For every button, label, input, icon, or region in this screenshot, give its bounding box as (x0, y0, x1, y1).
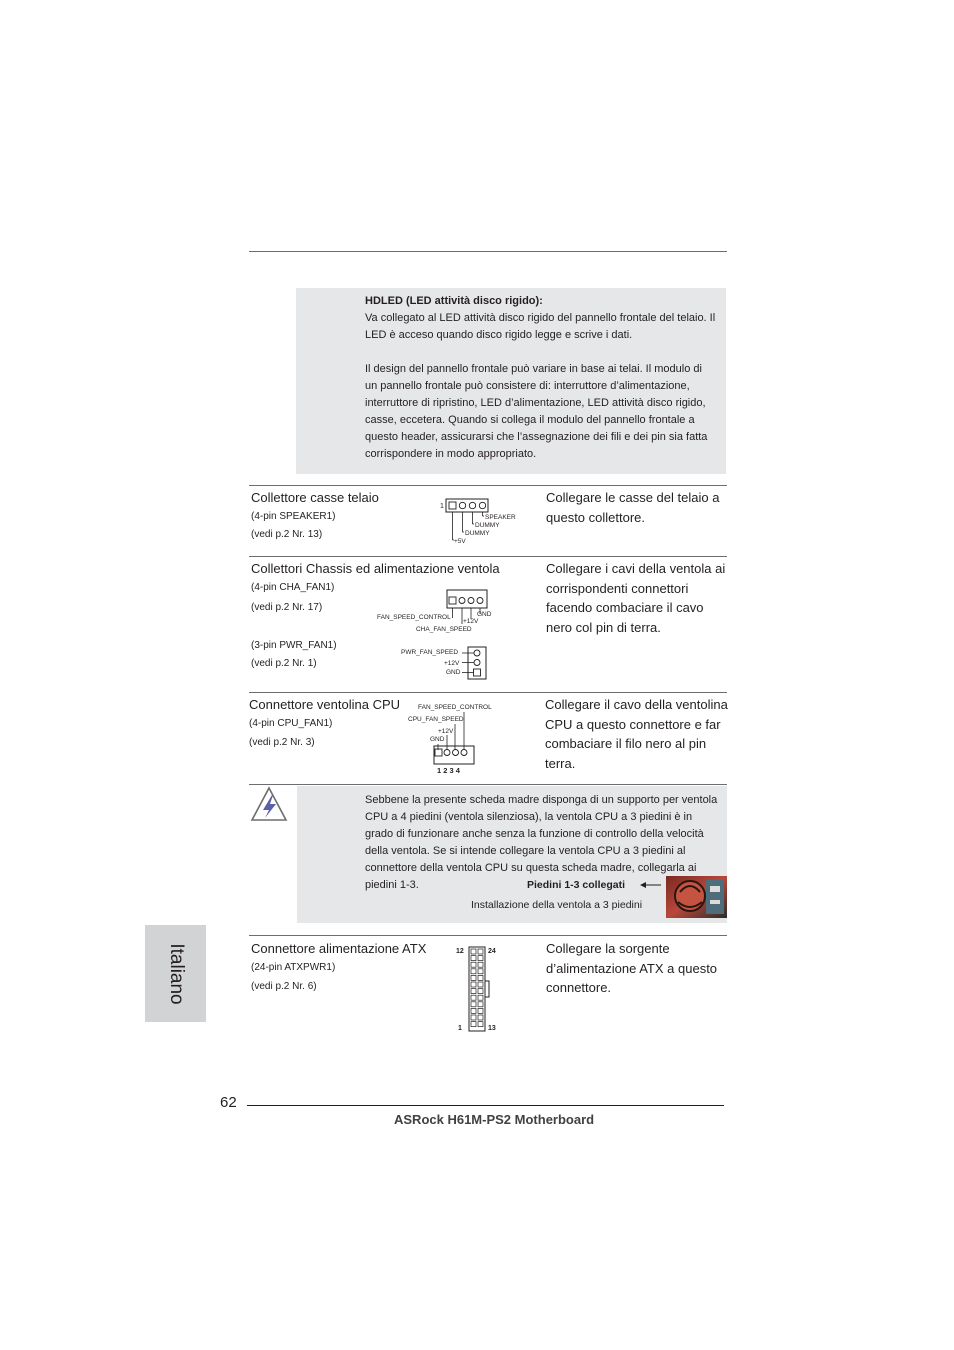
chassis-title: Collettori Chassis ed alimentazione ventola (251, 561, 500, 576)
desc-line: Collegare le casse del telaio a (546, 490, 720, 505)
cpu-v12-label: +12V (438, 728, 454, 735)
ctrl-label: FAN_SPEED_CONTROL (377, 614, 451, 621)
desc-line: Collegare il cavo della ventolina (545, 697, 728, 712)
hdled-line: Va collegato al LED attività disco rigido del pannello frontale del telaio. Il (365, 312, 716, 324)
desc-line: CPU a questo connettore e far (545, 716, 721, 732)
hdled-para-line: casse, eccetera. Quando si collega il modulo del pannello frontale a (365, 414, 695, 426)
atx-desc (546, 939, 717, 998)
hdled-para-line: Il design del pannello frontale può variare in base ai telai. Il modulo di (365, 363, 702, 375)
desc-line: questo collettore. (546, 509, 646, 525)
section-rule (249, 935, 727, 936)
hdled-para-line: interruttore di ripristino, LED d’alimentazione, LED attività disco rigido, (365, 397, 706, 409)
atx-ref: (vedi p.2 Nr. 6) (251, 981, 317, 992)
cha-fan-diagram (374, 588, 500, 636)
chassis-pin: (4-pin CHA_FAN1) (251, 582, 335, 593)
speaker-label: SPEAKER (485, 514, 516, 521)
chassis-ref: (vedi p.2 Nr. 17) (251, 602, 323, 613)
hdled-para-line: un pannello frontale può consistere di: interruttore d’alimentazione, (365, 380, 690, 392)
language-tab-label: Italiano (165, 942, 187, 1005)
chassis-desc (546, 559, 725, 637)
v12-label: +12V (463, 618, 479, 625)
atx-pin1-label: 1 (458, 1025, 462, 1032)
pwrfan-pin: (3-pin PWR_FAN1) (251, 640, 337, 651)
fan-installation-photo (666, 876, 727, 918)
speaker-pin: (4-pin SPEAKER1) (251, 511, 336, 522)
arrow-left-icon (639, 879, 663, 891)
speaker-title: Collettore casse telaio (251, 490, 379, 505)
desc-line: Collegare la sorgente (546, 941, 670, 956)
footer-product: ASRock H61M-PS2 Motherboard (394, 1112, 595, 1127)
atx-pin24-label: 24 (488, 948, 496, 955)
pwr-speed-label: PWR_FAN_SPEED (401, 649, 459, 656)
hdled-para-line: questo header, assicurarsi che l’assegnazione dei fili e dei pin sia fatta (365, 431, 708, 443)
pin1-label: 1 (440, 503, 444, 510)
pwr-gnd-label: GND (446, 669, 461, 676)
hdled-para-line: corrispondere in modo appropriato. (365, 448, 537, 460)
speaker-header-diagram (438, 494, 520, 546)
note-line: Sebbene la presente scheda madre disponga di un supporto per ventola (365, 794, 718, 806)
speaker-ref: (vedi p.2 Nr. 13) (251, 529, 323, 540)
pins-label: Piedini 1-3 collegati (527, 879, 626, 891)
section-rule (249, 485, 727, 486)
pwr-v12-label: +12V (444, 660, 460, 667)
pwrfan-ref: (vedi p.2 Nr. 1) (251, 658, 317, 669)
cpu-speed-label: CPU_FAN_SPEED (408, 716, 464, 723)
cpufan-ref: (vedi p.2 Nr. 3) (249, 737, 315, 748)
page-number: 62 (220, 1094, 237, 1111)
cpu-fan-diagram (404, 700, 504, 778)
cpufan-title: Connettore ventolina CPU (249, 697, 401, 712)
dummy-label: DUMMY (465, 530, 490, 537)
note-line: grado di funzionare anche senza la funzione di controllo della velocità (365, 828, 704, 840)
top-rule (249, 251, 727, 252)
cpu-pin-numbers: 1 2 3 4 (437, 766, 460, 775)
dummy-label: DUMMY (475, 522, 500, 529)
section-rule (249, 556, 727, 557)
desc-line: facendo combaciare il cavo (546, 600, 704, 616)
section-rule (249, 692, 727, 693)
cpu-gnd-label: GND (430, 736, 445, 743)
language-tab (145, 925, 206, 1022)
atx-pin13-label: 13 (488, 1025, 496, 1032)
hdled-text (365, 293, 727, 463)
atx-pin12-label: 12 (456, 948, 464, 955)
note-line: della ventola. Se si intende collegare la ventola CPU a 3 piedini al (365, 845, 686, 857)
desc-line: d’alimentazione ATX a questo (546, 960, 718, 976)
note-line: connettore della ventola CPU su questa scheda madre, collegarla ai (365, 862, 697, 874)
desc-line: connettore. (546, 980, 612, 996)
install-label: Installazione della ventola a 3 piedini (471, 899, 643, 911)
desc-line: terra. (545, 755, 576, 771)
speed-label: CHA_FAN_SPEED (416, 626, 472, 633)
note-line: CPU a 4 piedini (ventola silenziosa), la ventola CPU a 3 piedini è in (365, 811, 693, 823)
cpu-ctrl-label: FAN_SPEED_CONTROL (418, 704, 492, 711)
v5-label: +5V (454, 538, 466, 545)
atx-connector-diagram (452, 942, 502, 1034)
footer-rule (247, 1105, 724, 1106)
cpufan-pin: (4-pin CPU_FAN1) (249, 718, 333, 729)
hdled-title: HDLED (LED attività disco rigido): (365, 295, 543, 307)
desc-line: corrispondenti connettori (546, 580, 689, 596)
note-rule (249, 784, 727, 785)
cpufan-desc (545, 695, 728, 773)
atx-pin: (24-pin ATXPWR1) (251, 962, 336, 973)
desc-line: nero col pin di terra. (546, 619, 661, 635)
gnd-label: GND (477, 611, 492, 618)
atx-title: Connettore alimentazione ATX (251, 941, 427, 956)
desc-line: combaciare il filo nero al pin (545, 736, 707, 752)
hdled-line: LED è acceso quando disco rigido legge e scrive i dati. (365, 329, 633, 341)
warning-icon (249, 785, 289, 823)
desc-line: Collegare i cavi della ventola ai (546, 561, 726, 576)
note-line: piedini 1-3. (365, 879, 419, 891)
speaker-desc (546, 488, 719, 527)
pwr-fan-diagram (398, 645, 490, 681)
